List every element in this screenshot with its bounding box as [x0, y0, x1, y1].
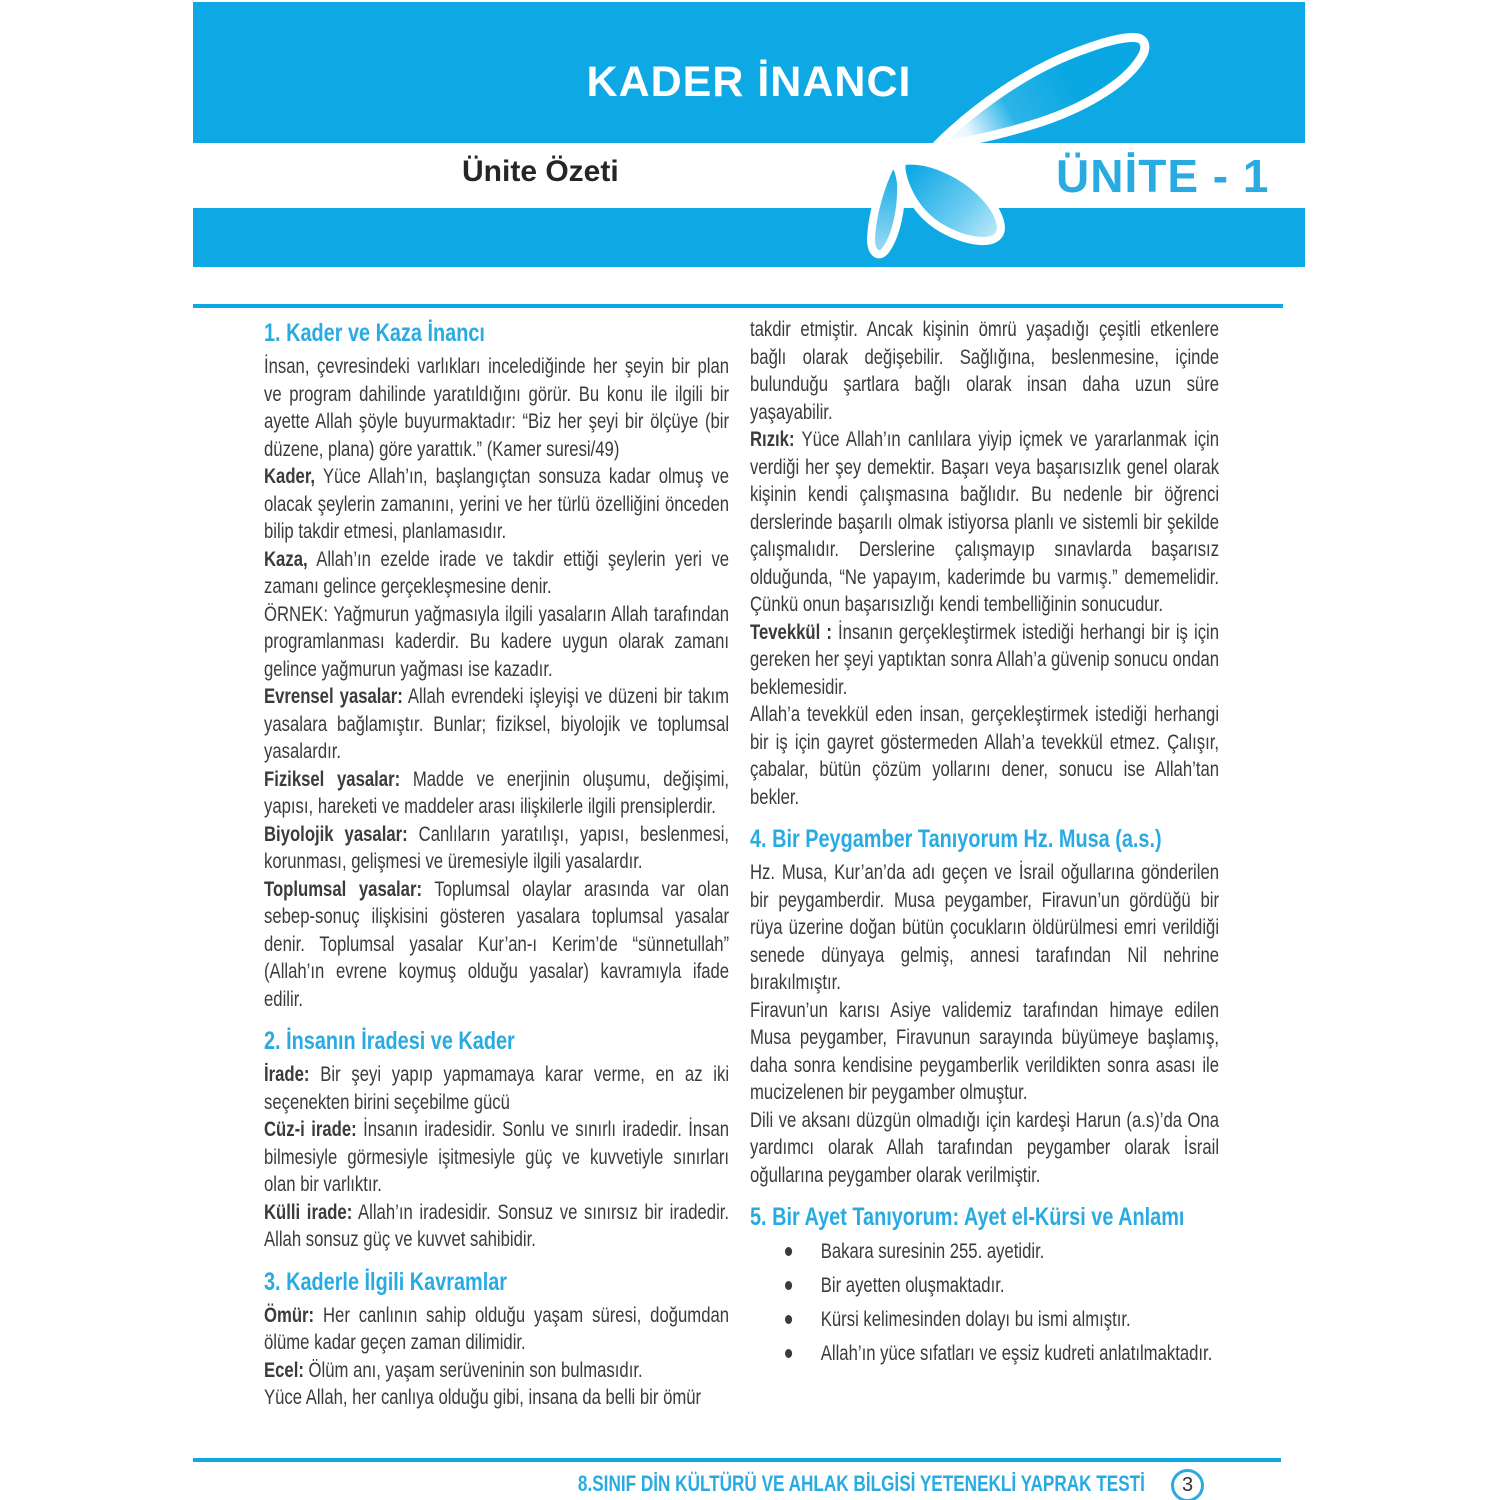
term-label: Ömür: [264, 1303, 315, 1327]
paragraph [750, 316, 1219, 426]
paragraph [750, 997, 1219, 1107]
paragraph-text: Ölüm anı, yaşam serüveninin son bulmasıdır. [303, 1358, 643, 1382]
bullet-item [750, 1271, 1219, 1300]
section-heading: 1. Kader ve Kaza İnancı [264, 319, 485, 347]
footer-title: 8.SINIF DİN KÜLTÜRÜ VE AHLAK BİLGİSİ YETENEKLİ YAPRAK TESTİ [578, 1471, 1145, 1496]
bullet-text: Kürsi kelimesinden dolayı bu ismi almıştır. [820, 1308, 1131, 1331]
bullet-dot-icon [785, 1247, 792, 1256]
paragraph [264, 601, 729, 684]
paragraph-text: Allah evrendeki işleyişi ve düzeni bir takım yasalara bağlamıştır. Bunlar; fiziksel, biyolojik ve toplumsal yasalardır. [264, 685, 730, 763]
term-label: Kader, [264, 465, 316, 488]
bullet-item [750, 1339, 1219, 1368]
term-label: Tevekkül : [750, 620, 832, 644]
paragraph-text: Toplumsal olaylar arasında var olan sebep-sonuç ilişkisini gösteren yasalara toplumsal yasalar denir. Toplumsal yasalar Kur’an-ı Kerim’de “sünnetullah” (Allah’ın evrene koymuş olduğu yasalar) kavramıyla ifade edilir. [264, 877, 730, 1011]
paragraph [264, 876, 729, 1014]
paragraph-text: Yüce Allah, her canlıya olduğu gibi, insana da belli bir ömür [264, 1386, 702, 1409]
paragraph-text: Yüce Allah’ın canlılara yiyip içmek ve yararlanmak için verdiği her şey demektir. Başarı veya başarısızlık genel olarak kişinin kendi çalışmasına bağlıdır. Bu nedenle bir öğrenci derslerinde başarılı olmak istiyorsa planlı ve sistemli bir şekilde çalışmalıdır. Derslerine çalışmayıp sınavlarda başarısız olduğunda, “Ne yapayım, kaderimde bu varmış.” dememelidir. Çünkü onun başarısızlığı kendi tembelliğinin sonucudur. [750, 428, 1220, 616]
paragraph [264, 1116, 729, 1199]
bullet-list [750, 1237, 1219, 1368]
column-right [750, 316, 1219, 1458]
unit-number-label: ÜNİTE - 1 [1056, 150, 1270, 202]
section-heading: 3. Kaderle İlgili Kavramlar [264, 1267, 508, 1296]
paragraph [750, 1107, 1219, 1190]
bullet-text: Bakara suresinin 255. ayetidir. [820, 1240, 1045, 1263]
term-label: Fiziksel yasalar: [264, 767, 401, 791]
page-number-badge [1171, 1469, 1204, 1500]
paragraph-text: Dili ve aksanı düzgün olmadığı için kardeşi Harun (a.s)’da Ona yardımcı olarak Allah tarafından peygamber olarak İsrail oğullarına peygamber olarak verilmiştir. [750, 1108, 1220, 1187]
paragraph-text: Hz. Musa, Kur’an’da adı geçen ve İsrail oğullarına gönderilen bir peygamberdir. Musa peygamber, Firavun’un gördüğü bir rüya üzerine doğan bütün çocukların öldürülmesi emri verildiği senede dünyaya gelmiş, annesi tarafından Nil nehrine bırakılmıştır. [750, 861, 1220, 994]
paragraph [264, 766, 729, 821]
paragraph [750, 619, 1219, 702]
bullet-dot-icon [785, 1281, 792, 1290]
paragraph-text: Bir şeyi yapıp yapmamaya karar verme, en az iki seçenekten birini seçebilme gücü [264, 1063, 730, 1114]
header-rule [193, 304, 1283, 308]
term-label: Külli irade: [264, 1200, 353, 1224]
page-title: KADER İNANCI [586, 58, 912, 106]
paragraph [750, 701, 1219, 811]
paragraph-text: takdir etmiştir. Ancak kişinin ömrü yaşadığı çeşitli etkenlere bağlı olarak değişebilir. Sağlığına, beslenmesine, içinde bulunduğu şartlara bağlı olarak insan daha uzun süre yaşayabilir. [750, 318, 1220, 424]
paragraph-text: Allah’ın ezelde irade ve takdir ettiği şeylerin yeri ve zamanı gelince gerçekleşmesine denir. [264, 547, 730, 598]
bullet-text: Allah’ın yüce sıfatları ve eşsiz kudreti anlatılmaktadır. [820, 1342, 1213, 1365]
paragraph-text: İnsanın iradesidir. Sonlu ve sınırlı iradedir. İnsan bilmesiyle görmesiyle işitmesiyle güç ve kuvvetiyle sınırları olan bir varlıktır. [264, 1118, 730, 1196]
bullet-dot-icon [785, 1315, 792, 1324]
paragraph [264, 1357, 729, 1385]
paragraph-text: Allah’ın iradesidir. Sonsuz ve sınırsız bir iradedir. Allah sonsuz güç ve kuvvet sahibidir. [264, 1200, 730, 1251]
bullet-item [750, 1237, 1219, 1266]
term-label: Rızık: [750, 428, 795, 451]
paragraph [264, 353, 729, 463]
term-label: Biyolojik yasalar: [264, 822, 408, 846]
paragraph [264, 683, 729, 766]
footer-rule [193, 1458, 1281, 1462]
paragraph-text: İnsan, çevresindeki varlıkları incelediğinde her şeyin bir plan ve program dahilinde yaratıldığını görür. Bu konu ile ilgili bir ayette Allah şöyle buyurmaktadır: “Biz her şeyi bir ölçüye (bir düzene, plana) göre yarattık.” (Kamer suresi/49) [264, 355, 730, 461]
paragraph [264, 463, 729, 546]
bullet-dot-icon [785, 1349, 792, 1358]
feather-logo-icon [840, 24, 1160, 270]
term-label: Toplumsal yasalar: [264, 877, 423, 901]
term-label: Cüz-i irade: [264, 1118, 357, 1141]
term-label: Kaza, [264, 547, 308, 571]
section-heading: 5. Bir Ayet Tanıyorum: Ayet el-Kürsi ve Anlamı [750, 1203, 1185, 1231]
paragraph-text: Allah’a tevekkül eden insan, gerçekleştirmek istediği herhangi bir iş için gayret göstermeden Allah’a tevekkül etmez. Çalışır, çabalar, bütün çözüm yollarını dener, sonucu ise Allah’tan bekler. [750, 703, 1220, 809]
bullet-text: Bir ayetten oluşmaktadır. [820, 1274, 1005, 1297]
paragraph [264, 546, 729, 601]
bullet-item [750, 1305, 1219, 1334]
term-label: Ecel: [264, 1358, 304, 1382]
page-number: 3 [1181, 1474, 1194, 1496]
term-label: İrade: [264, 1063, 310, 1086]
term-label: Evrensel yasalar: [264, 685, 403, 708]
paragraph-text: ÖRNEK: Yağmurun yağmasıyla ilgili yasaların Allah tarafından programlanması kaderdir. Bu kadere uygun olarak zamanı gelince yağmurun yağması ise kazadır. [264, 602, 730, 681]
paragraph-text: Canlıların yaratılışı, yapısı, beslenmesi, korunması, gelişmesi ve üremesiyle ilgili yasalardır. [264, 822, 730, 873]
column-left [264, 316, 729, 1458]
paragraph [264, 1302, 729, 1357]
paragraph [264, 1199, 729, 1254]
paragraph [750, 859, 1219, 997]
paragraph-text: İnsanın gerçekleştirmek istediği herhangi bir iş için gereken her şeyi yaptıktan sonra Allah’a güvenip sonucu ondan beklemesidir. [750, 620, 1220, 699]
paragraph-text: Her canlının sahip olduğu yaşam süresi, doğumdan ölüme kadar geçen zaman dilimidir. [264, 1303, 730, 1354]
page-subtitle: Ünite Özeti [462, 155, 619, 188]
paragraph-text: Firavun’un karısı Asiye validemiz tarafından himaye edilen Musa peygamber, Firavunun sarayında büyümeye başlamış, daha sonra kendisine peygamberlik verildikten sonra asası ile mucizelenen bir peygamber olmuştur. [750, 998, 1220, 1104]
section-heading: 4. Bir Peygamber Tanıyorum Hz. Musa (a.s.) [750, 825, 1162, 853]
paragraph [264, 821, 729, 876]
paragraph [264, 1384, 729, 1412]
paragraph-text: Madde ve enerjinin oluşumu, değişimi, yapısı, hareketi ve maddeler arası ilişkilerle ilgili prensiplerdir. [264, 767, 730, 818]
section-heading: 2. İnsanın İradesi ve Kader [264, 1027, 515, 1055]
paragraph-text: Yüce Allah’ın, başlangıçtan sonsuza kadar olmuş ve olacak şeylerin zamanını, yerini ve her türlü özelliğini önceden bilip takdir etmesi, planlamasıdır. [264, 465, 730, 543]
paragraph [264, 1061, 729, 1116]
paragraph [750, 426, 1219, 619]
